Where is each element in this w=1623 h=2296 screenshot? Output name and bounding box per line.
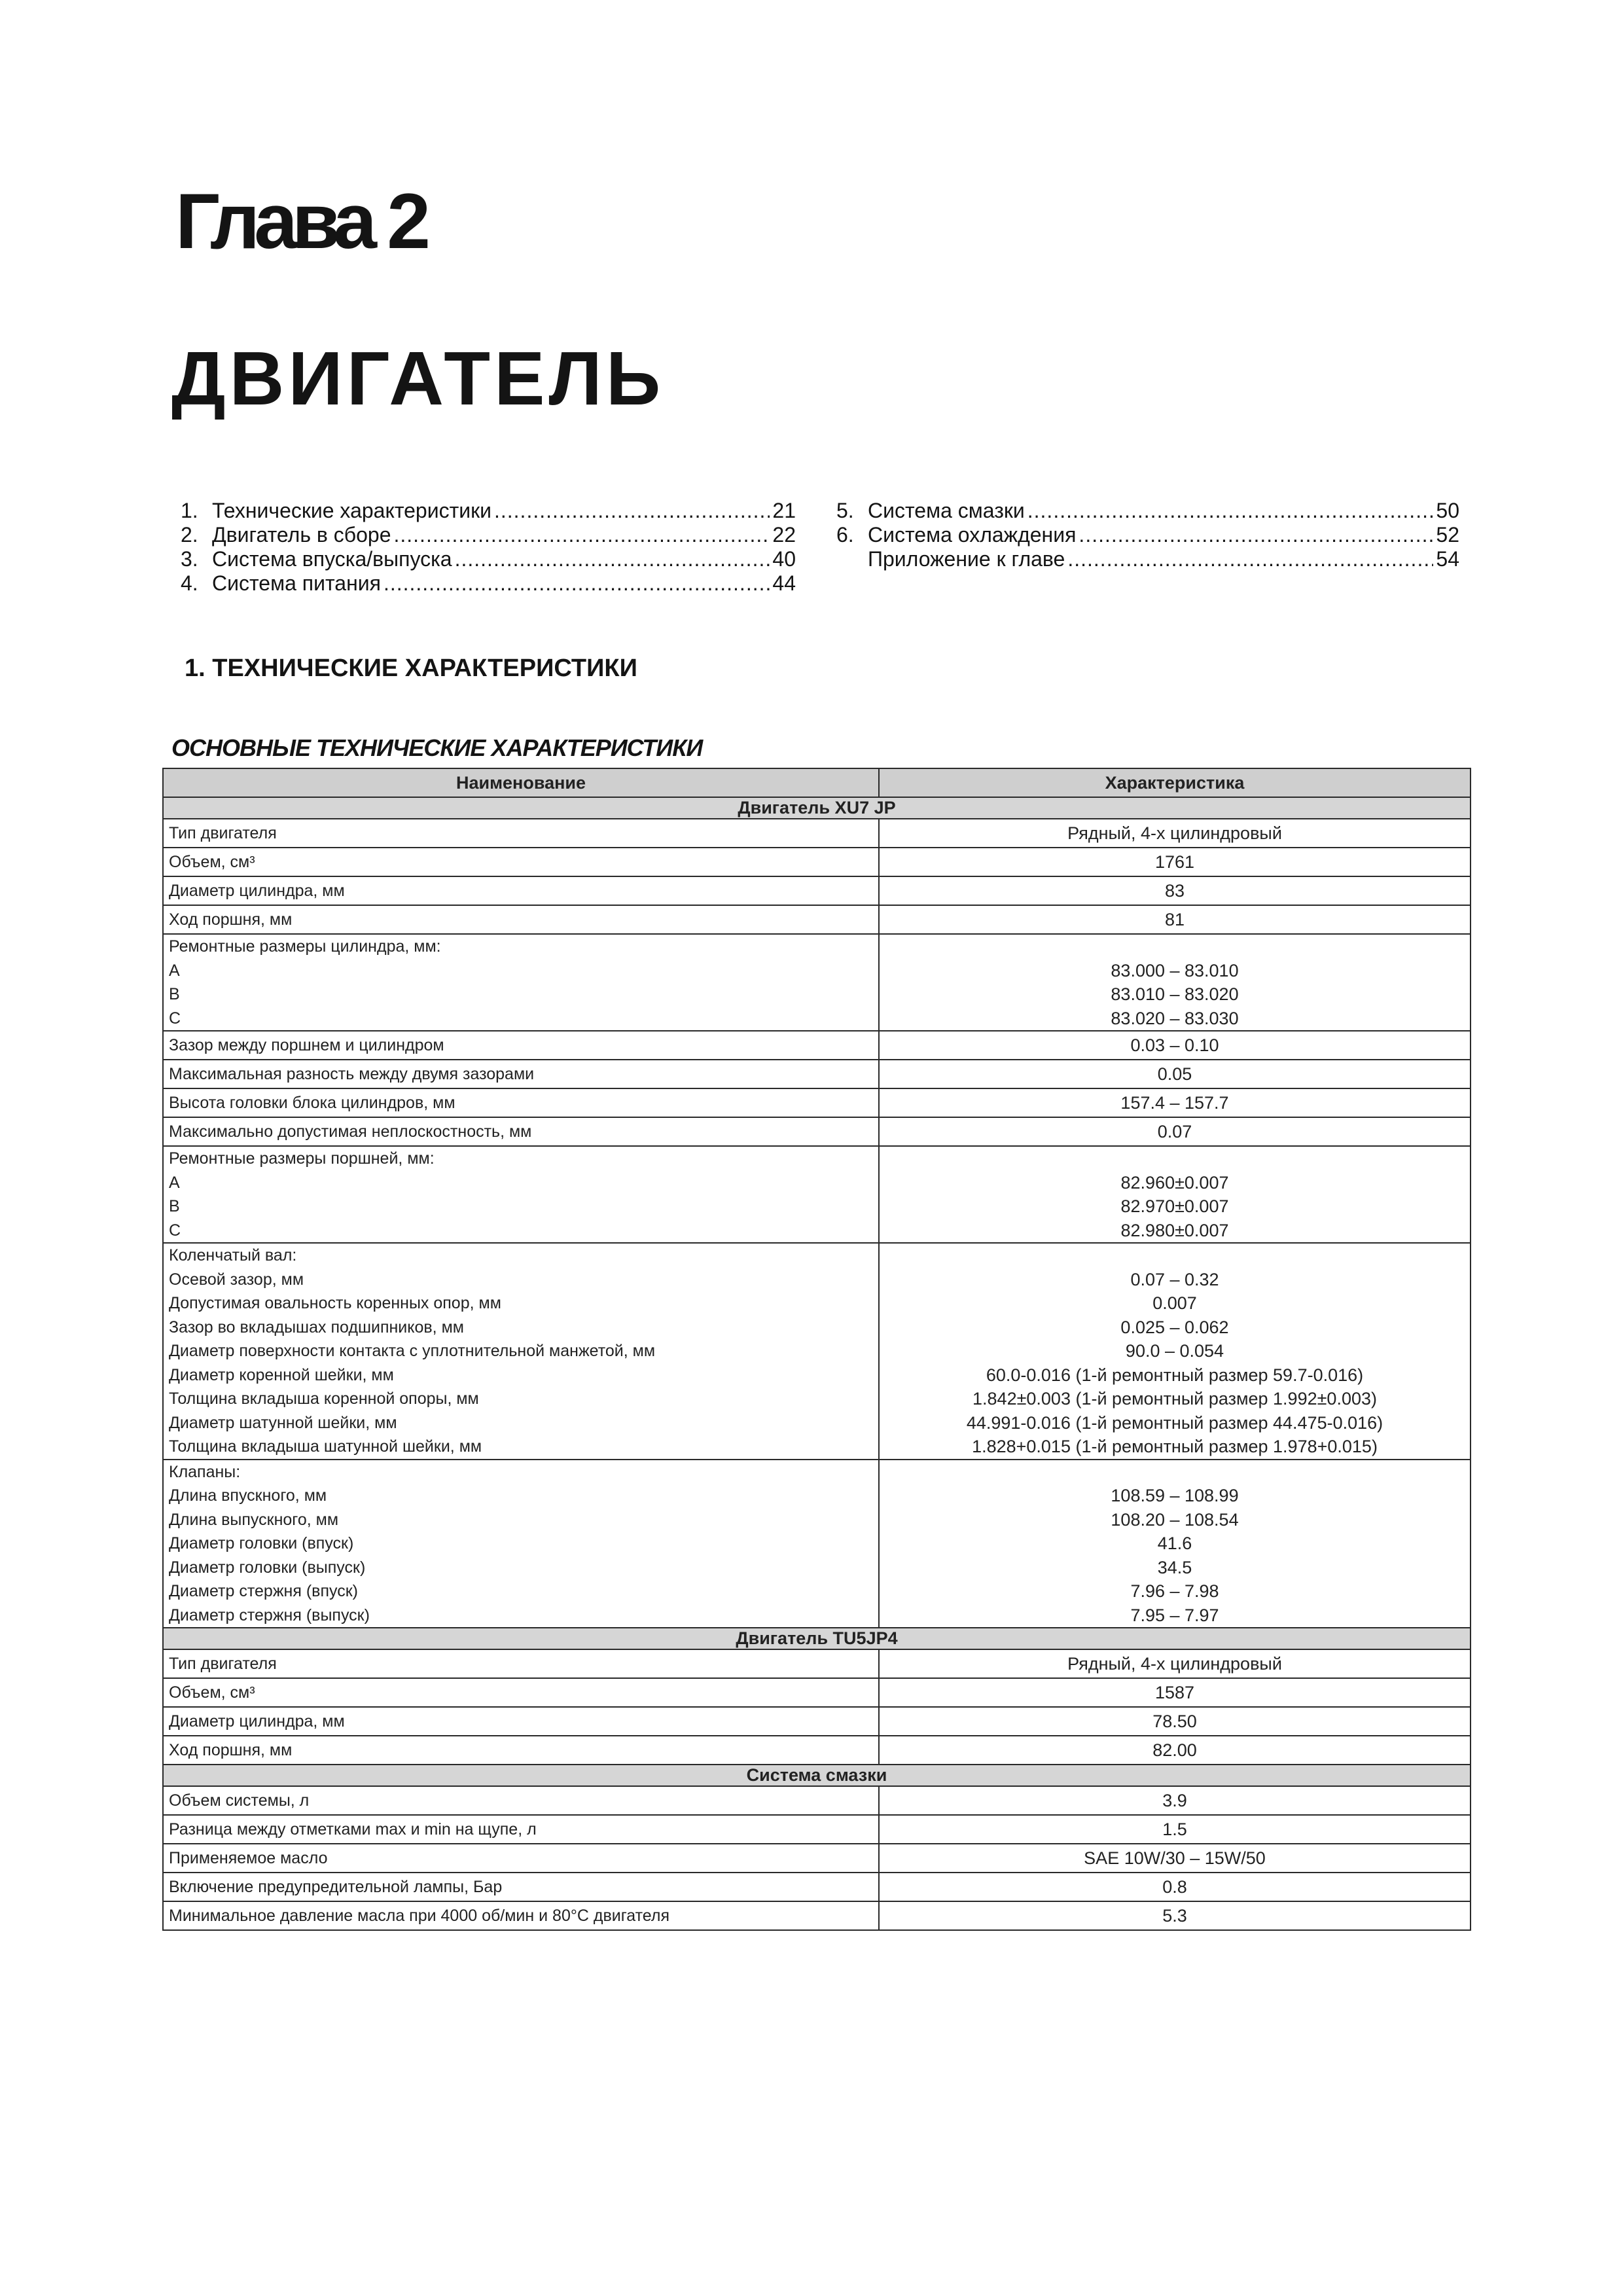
toc-item-number: 6. — [836, 523, 854, 547]
spec-value-cell — [879, 1117, 1471, 1146]
spec-value: 7.95 – 7.97 — [1130, 1605, 1219, 1625]
spec-value: 41.6 — [1157, 1534, 1192, 1553]
spec-value: 1587 — [1154, 1683, 1195, 1702]
group-title: Двигатель TU5JP4 — [163, 1628, 1471, 1649]
spec-name-cell — [163, 1786, 879, 1815]
spec-name: Коленчатый вал: — [169, 1246, 297, 1265]
spec-name: Разница между отметками max и min на щупе, л — [169, 1820, 537, 1839]
spec-name-cell — [163, 1649, 879, 1678]
spec-value: 0.03 – 0.10 — [1130, 1035, 1219, 1055]
spec-name-cell — [163, 1117, 879, 1146]
column-header-value: Характеристика — [879, 768, 1471, 797]
spec-value — [885, 1244, 1465, 1268]
toc-item-number: 5. — [836, 499, 854, 522]
toc-item[interactable] — [181, 523, 796, 547]
spec-name: Длина выпускного, мм — [169, 1510, 339, 1529]
toc-item-page: 40 — [772, 547, 796, 571]
toc-item[interactable] — [181, 499, 796, 523]
toc-item[interactable] — [836, 523, 1459, 547]
toc-item-label: Система питания — [212, 571, 381, 595]
spec-name-cell — [163, 905, 879, 934]
spec-name-cell — [163, 1678, 879, 1707]
table-row — [163, 1117, 1471, 1146]
spec-value — [885, 1460, 1465, 1484]
table-header-row — [163, 768, 1471, 797]
spec-name-cell — [163, 876, 879, 905]
spec-value: 0.025 – 0.062 — [1120, 1317, 1229, 1337]
spec-name: Тип двигателя — [169, 824, 277, 842]
spec-name: Диаметр цилиндра, мм — [169, 882, 345, 900]
table-row — [163, 1736, 1471, 1765]
spec-value: 0.07 — [1157, 1122, 1192, 1141]
spec-name: Ход поршня, мм — [169, 1741, 293, 1759]
spec-name: Диаметр коренной шейки, мм — [169, 1365, 394, 1384]
spec-value: 82.980±0.007 — [1120, 1220, 1229, 1240]
spec-value — [885, 1147, 1465, 1171]
toc-leader-dots — [1067, 547, 1433, 571]
toc-leader-dots — [1079, 523, 1433, 547]
toc-item-page: 21 — [772, 499, 796, 522]
toc-item-number: 2. — [181, 523, 198, 547]
spec-name-cell — [163, 934, 879, 1031]
toc-leader-dots — [494, 499, 770, 523]
spec-name: C — [169, 1009, 181, 1028]
spec-value-cell — [879, 1060, 1471, 1088]
table-row — [163, 1844, 1471, 1873]
spec-value-cell — [879, 1707, 1471, 1736]
spec-value-cell — [879, 876, 1471, 905]
spec-name-cell — [163, 819, 879, 848]
spec-value-cell — [879, 934, 1471, 1031]
spec-value-cell — [879, 1736, 1471, 1765]
spec-name: Зазор во вкладышах подшипников, мм — [169, 1318, 464, 1336]
spec-value: 0.007 — [1152, 1293, 1197, 1313]
table-row — [163, 1786, 1471, 1815]
toc-leader-dots — [1027, 499, 1434, 523]
spec-name-cell — [163, 848, 879, 876]
toc-item[interactable] — [836, 547, 1459, 571]
spec-name: Диаметр стержня (впуск) — [169, 1582, 358, 1600]
toc-item-label: Технические характеристики — [212, 499, 491, 522]
spec-name-cell — [163, 1736, 879, 1765]
spec-value: 5.3 — [1162, 1906, 1187, 1926]
table-of-contents-left — [181, 499, 796, 596]
spec-value: 3.9 — [1162, 1791, 1187, 1810]
spec-name: Тип двигателя — [169, 1655, 277, 1673]
spec-value: 0.07 – 0.32 — [1130, 1269, 1219, 1289]
spec-value: 83.020 – 83.030 — [1111, 1008, 1239, 1028]
spec-name: Диаметр цилиндра, мм — [169, 1712, 345, 1731]
spec-value: 90.0 – 0.054 — [1125, 1341, 1224, 1361]
spec-value-cell — [879, 1844, 1471, 1873]
spec-value: SAE 10W/30 – 15W/50 — [1084, 1848, 1266, 1868]
spec-value: 0.05 — [1157, 1064, 1192, 1084]
table-row — [163, 876, 1471, 905]
spec-value-cell — [879, 1649, 1471, 1678]
spec-name: Ход поршня, мм — [169, 910, 293, 929]
spec-name: Высота головки блока цилиндров, мм — [169, 1094, 455, 1112]
spec-value: Рядный, 4-х цилиндровый — [1067, 1654, 1282, 1674]
toc-item-number: 3. — [181, 547, 198, 571]
toc-item-label: Система охлаждения — [868, 523, 1077, 547]
spec-name: Зазор между поршнем и цилиндром — [169, 1036, 444, 1054]
toc-item[interactable] — [181, 547, 796, 571]
spec-name: Диаметр головки (выпуск) — [169, 1558, 366, 1577]
table-row — [163, 848, 1471, 876]
spec-value-cell — [879, 1901, 1471, 1930]
table-row — [163, 1243, 1471, 1460]
spec-value: 81 — [1164, 910, 1185, 929]
spec-value: 83.000 – 83.010 — [1111, 960, 1239, 980]
spec-value-cell — [879, 848, 1471, 876]
spec-value: 82.960±0.007 — [1120, 1172, 1229, 1193]
spec-name: Ремонтные размеры цилиндра, мм: — [169, 937, 441, 956]
spec-name-cell — [163, 1873, 879, 1901]
spec-value-cell — [879, 1146, 1471, 1243]
spec-name-cell — [163, 1707, 879, 1736]
column-header-name: Наименование — [163, 768, 879, 797]
group-title: Двигатель XU7 JP — [163, 797, 1471, 819]
spec-name: Ремонтные размеры поршней, мм: — [169, 1149, 435, 1168]
spec-name: Диаметр стержня (выпуск) — [169, 1605, 370, 1624]
table-row — [163, 905, 1471, 934]
spec-value-cell — [879, 819, 1471, 848]
spec-value: 34.5 — [1157, 1557, 1192, 1577]
spec-value-cell — [879, 1243, 1471, 1460]
spec-name: Длина впускного, мм — [169, 1486, 327, 1505]
spec-value-cell — [879, 1873, 1471, 1901]
spec-name: Допустимая овальность коренных опор, мм — [169, 1294, 501, 1312]
chapter-number: Глава 2 — [175, 177, 425, 265]
table-row — [163, 1815, 1471, 1844]
spec-name: Максимальная разность между двумя зазорами — [169, 1065, 535, 1083]
spec-name: Включение предупредительной лампы, Бар — [169, 1878, 503, 1896]
spec-name: Диаметр шатунной шейки, мм — [169, 1413, 397, 1432]
table-heading: ОСНОВНЫЕ ТЕХНИЧЕСКИЕ ХАРАКТЕРИСТИКИ — [171, 734, 703, 761]
spec-name: Толщина вкладыша шатунной шейки, мм — [169, 1437, 482, 1456]
toc-item-page: 50 — [1436, 499, 1459, 522]
spec-value: 7.96 – 7.98 — [1130, 1581, 1219, 1601]
spec-value: 108.59 – 108.99 — [1111, 1486, 1239, 1505]
toc-item[interactable] — [836, 499, 1459, 523]
spec-name: B — [169, 985, 180, 1003]
table-row — [163, 1649, 1471, 1678]
table-row — [163, 1873, 1471, 1901]
group-title: Система смазки — [163, 1765, 1471, 1786]
spec-value: 82.00 — [1152, 1740, 1197, 1760]
chapter-title: ДВИГАТЕЛЬ — [171, 336, 665, 421]
table-row — [163, 1060, 1471, 1088]
spec-value: 1761 — [1154, 852, 1195, 872]
table-row — [163, 819, 1471, 848]
spec-name-cell — [163, 1460, 879, 1628]
table-group-row — [163, 1765, 1471, 1786]
table-row — [163, 1678, 1471, 1707]
spec-value: 78.50 — [1152, 1712, 1197, 1731]
spec-name: Диаметр поверхности контакта с уплотнительной манжетой, мм — [169, 1342, 656, 1360]
toc-item-label: Приложение к главе — [868, 547, 1065, 571]
spec-name: Диаметр головки (впуск) — [169, 1534, 354, 1552]
spec-name: C — [169, 1221, 181, 1240]
toc-item-page: 22 — [772, 523, 796, 547]
spec-value-cell — [879, 1031, 1471, 1060]
toc-item-number: 4. — [181, 571, 198, 595]
spec-name-cell — [163, 1901, 879, 1930]
table-group-row — [163, 1628, 1471, 1649]
spec-value-cell — [879, 905, 1471, 934]
toc-item[interactable] — [181, 571, 796, 596]
spec-value-cell — [879, 1678, 1471, 1707]
table-row — [163, 934, 1471, 1031]
spec-name-cell — [163, 1815, 879, 1844]
table-row — [163, 1088, 1471, 1117]
spec-value: 44.991-0.016 (1-й ремонтный размер 44.475-0.016) — [966, 1412, 1383, 1433]
spec-value-cell — [879, 1815, 1471, 1844]
table-of-contents-right — [836, 499, 1459, 571]
spec-value — [885, 935, 1465, 959]
spec-name: A — [169, 1173, 180, 1192]
spec-value-cell — [879, 1088, 1471, 1117]
spec-value-cell — [879, 1786, 1471, 1815]
toc-item-page: 44 — [772, 571, 796, 595]
toc-item-page: 52 — [1436, 523, 1459, 547]
toc-item-page: 54 — [1436, 547, 1459, 571]
spec-value-cell — [879, 1460, 1471, 1628]
section-heading: 1. ТЕХНИЧЕСКИЕ ХАРАКТЕРИСТИКИ — [185, 655, 637, 682]
spec-value: 108.20 – 108.54 — [1111, 1509, 1239, 1530]
table-group-row — [163, 797, 1471, 819]
spec-name-cell — [163, 1844, 879, 1873]
spec-name: B — [169, 1197, 180, 1215]
spec-value: 157.4 – 157.7 — [1120, 1093, 1229, 1113]
table-row — [163, 1707, 1471, 1736]
spec-name: Минимальное давление масла при 4000 об/мин и 80°С двигателя — [169, 1907, 669, 1925]
spec-value: 82.970±0.007 — [1120, 1196, 1229, 1216]
toc-leader-dots — [393, 523, 770, 547]
spec-value: 83.010 – 83.020 — [1111, 984, 1239, 1004]
toc-item-label: Система смазки — [868, 499, 1025, 522]
table-row — [163, 1460, 1471, 1628]
table-row — [163, 1146, 1471, 1243]
spec-name: Клапаны: — [169, 1462, 241, 1481]
table-row — [163, 1031, 1471, 1060]
spec-name: Объем, см³ — [169, 853, 255, 871]
toc-leader-dots — [455, 547, 770, 571]
spec-name: Применяемое масло — [169, 1849, 328, 1867]
spec-name: Осевой зазор, мм — [169, 1270, 304, 1289]
spec-value: 83 — [1164, 881, 1185, 901]
spec-name-cell — [163, 1031, 879, 1060]
spec-name-cell — [163, 1088, 879, 1117]
toc-item-label: Система впуска/выпуска — [212, 547, 452, 571]
toc-item-label: Двигатель в сборе — [212, 523, 391, 547]
spec-name-cell — [163, 1146, 879, 1243]
spec-name-cell — [163, 1243, 879, 1460]
spec-name: Максимально допустимая неплоскостность, мм — [169, 1122, 532, 1141]
spec-value: Рядный, 4-х цилиндровый — [1067, 823, 1282, 843]
toc-leader-dots — [383, 571, 770, 596]
spec-name: Объем системы, л — [169, 1791, 310, 1810]
spec-name: Толщина вкладыша коренной опоры, мм — [169, 1390, 479, 1408]
spec-value: 1.5 — [1162, 1820, 1187, 1839]
spec-name: Объем, см³ — [169, 1683, 255, 1702]
table-row — [163, 1901, 1471, 1930]
spec-name: A — [169, 961, 180, 980]
spec-value: 1.828+0.015 (1-й ремонтный размер 1.978+0.015) — [972, 1437, 1378, 1456]
specifications-table — [162, 768, 1471, 1931]
spec-value: 60.0-0.016 (1-й ремонтный размер 59.7-0.016) — [986, 1365, 1364, 1385]
spec-value: 1.842±0.003 (1-й ремонтный размер 1.992±0.003) — [972, 1389, 1377, 1408]
toc-item-number: 1. — [181, 499, 198, 522]
spec-name-cell — [163, 1060, 879, 1088]
spec-value: 0.8 — [1162, 1877, 1187, 1897]
